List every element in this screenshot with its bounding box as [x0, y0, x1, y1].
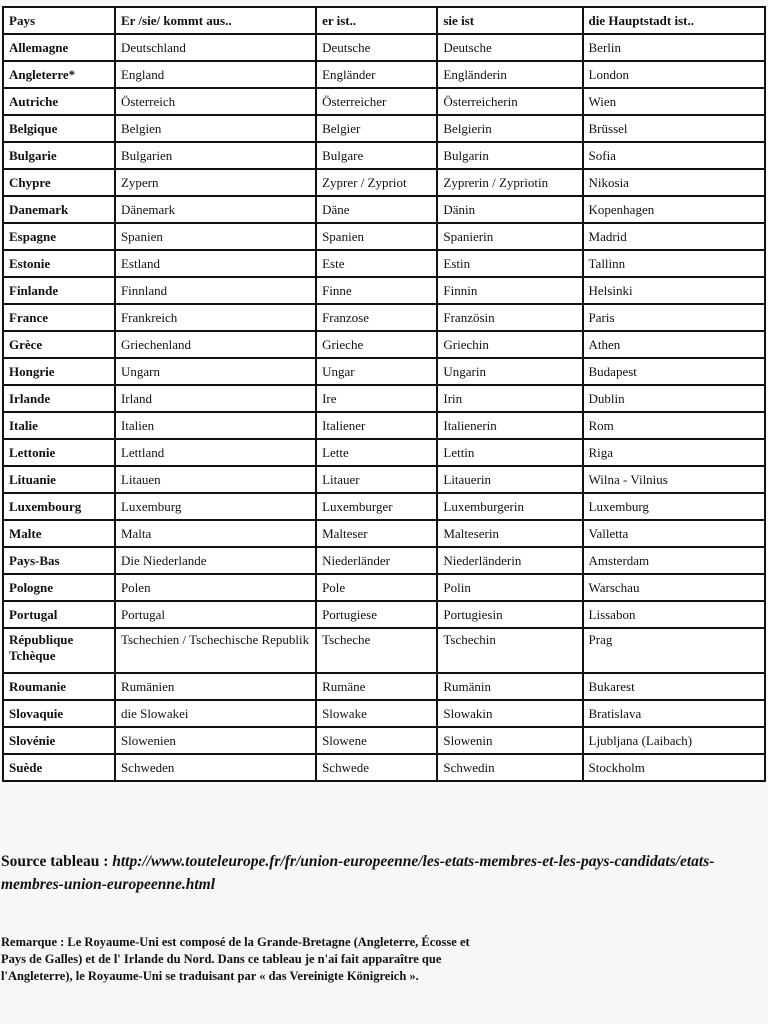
table-cell: Bratislava: [583, 700, 765, 727]
country-cell: Slovaquie: [3, 700, 115, 727]
table-cell: London: [583, 61, 765, 88]
table-row: [3, 304, 765, 331]
table-cell: Madrid: [583, 223, 765, 250]
table-cell: Luxemburgerin: [437, 493, 582, 520]
table-row: [3, 412, 765, 439]
table-cell: Französin: [437, 304, 582, 331]
countries-table: [2, 6, 766, 782]
table-cell: Slowakin: [437, 700, 582, 727]
table-cell: Dublin: [583, 385, 765, 412]
table-row: [3, 493, 765, 520]
table-body: [3, 34, 765, 781]
table-cell: Ungarn: [115, 358, 316, 385]
table-cell: Finnland: [115, 277, 316, 304]
country-cell: Suède: [3, 754, 115, 781]
table-cell: Lette: [316, 439, 437, 466]
table-cell: Rumänien: [115, 673, 316, 700]
table-cell: Franzose: [316, 304, 437, 331]
table-cell: Schwedin: [437, 754, 582, 781]
table-row: [3, 439, 765, 466]
table-cell: Österreicherin: [437, 88, 582, 115]
table-cell: Deutsche: [437, 34, 582, 61]
country-cell: Angleterre*: [3, 61, 115, 88]
table-cell: Slowenien: [115, 727, 316, 754]
table-cell: Riga: [583, 439, 765, 466]
table-cell: Italiener: [316, 412, 437, 439]
table-cell: Helsinki: [583, 277, 765, 304]
country-cell: Roumanie: [3, 673, 115, 700]
table-cell: Däne: [316, 196, 437, 223]
table-cell: Bulgarin: [437, 142, 582, 169]
table-row: [3, 574, 765, 601]
table-cell: Frankreich: [115, 304, 316, 331]
table-cell: Engländerin: [437, 61, 582, 88]
table-cell: Spanien: [316, 223, 437, 250]
table-cell: Bulgare: [316, 142, 437, 169]
table-cell: Niederländerin: [437, 547, 582, 574]
table-cell: Sofia: [583, 142, 765, 169]
table-row: [3, 88, 765, 115]
country-cell: Danemark: [3, 196, 115, 223]
table-cell: Luxemburger: [316, 493, 437, 520]
table-cell: Lettin: [437, 439, 582, 466]
table-cell: Deutsche: [316, 34, 437, 61]
table-cell: Pole: [316, 574, 437, 601]
table-cell: Schwede: [316, 754, 437, 781]
header-er-ist: er ist..: [316, 7, 437, 34]
country-cell: Estonie: [3, 250, 115, 277]
table-row: [3, 61, 765, 88]
table-cell: Stockholm: [583, 754, 765, 781]
country-cell: Hongrie: [3, 358, 115, 385]
table-cell: Portugal: [115, 601, 316, 628]
header-pays: Pays: [3, 7, 115, 34]
country-cell: Luxembourg: [3, 493, 115, 520]
table-cell: Irland: [115, 385, 316, 412]
country-cell: Slovénie: [3, 727, 115, 754]
table-cell: Litauer: [316, 466, 437, 493]
source-label: Source tableau :: [1, 853, 109, 870]
table-row: [3, 196, 765, 223]
table-row: [3, 223, 765, 250]
table-cell: Tallinn: [583, 250, 765, 277]
table-cell: Lettland: [115, 439, 316, 466]
table-row: [3, 628, 765, 673]
country-cell: Pologne: [3, 574, 115, 601]
table-cell: Irin: [437, 385, 582, 412]
table-cell: Warschau: [583, 574, 765, 601]
country-cell: Bulgarie: [3, 142, 115, 169]
country-cell: Malte: [3, 520, 115, 547]
table-cell: Finnin: [437, 277, 582, 304]
table-cell: Dänemark: [115, 196, 316, 223]
table-cell: Italienerin: [437, 412, 582, 439]
table-cell: Slowenin: [437, 727, 582, 754]
table-cell: Nikosia: [583, 169, 765, 196]
country-cell: Italie: [3, 412, 115, 439]
table-cell: Rumänin: [437, 673, 582, 700]
table-cell: Luxemburg: [583, 493, 765, 520]
table-cell: Malteserin: [437, 520, 582, 547]
table-row: [3, 673, 765, 700]
table-cell: Ungar: [316, 358, 437, 385]
country-cell: Pays-Bas: [3, 547, 115, 574]
table-cell: Este: [316, 250, 437, 277]
country-cell: Irlande: [3, 385, 115, 412]
table-cell: Engländer: [316, 61, 437, 88]
table-cell: Österreich: [115, 88, 316, 115]
table-row: [3, 115, 765, 142]
table-cell: Malteser: [316, 520, 437, 547]
table-cell: Tschechin: [437, 628, 582, 673]
table-row: [3, 466, 765, 493]
header-hauptstadt: die Hauptstadt ist..: [583, 7, 765, 34]
header-kommt-aus: Er /sie/ kommt aus..: [115, 7, 316, 34]
table-cell: Deutschland: [115, 34, 316, 61]
table-row: [3, 169, 765, 196]
table-cell: Paris: [583, 304, 765, 331]
table-cell: Portugiesin: [437, 601, 582, 628]
table-cell: Estland: [115, 250, 316, 277]
country-cell: France: [3, 304, 115, 331]
table-cell: Zypern: [115, 169, 316, 196]
country-cell: République Tchèque: [3, 628, 115, 673]
country-cell: Autriche: [3, 88, 115, 115]
table-cell: Berlin: [583, 34, 765, 61]
remark-note: Remarque : Le Royaume-Uni est composé de la Grande-Bretagne (Angleterre, Écosse et Pays de Galles) et de l' Irlande du Nord. Dans ce tableau je n'ai fait apparaître que l'Angleterre), le Royaume-Uni se traduisant par « das Vereinigte Königreich ».: [1, 935, 470, 983]
table-cell: Estin: [437, 250, 582, 277]
table-cell: Athen: [583, 331, 765, 358]
country-cell: Finlande: [3, 277, 115, 304]
country-cell: Lituanie: [3, 466, 115, 493]
table-cell: Dänin: [437, 196, 582, 223]
source-url[interactable]: http://www.touteleurope.fr/fr/union-europeenne/les-etats-membres-et-les-pays-candidats/etats-membres-union-europeenne.html: [1, 853, 715, 893]
table-cell: die Slowakei: [115, 700, 316, 727]
table-row: [3, 250, 765, 277]
table-cell: Polen: [115, 574, 316, 601]
table-cell: Belgierin: [437, 115, 582, 142]
table-cell: Spanien: [115, 223, 316, 250]
table-row: [3, 385, 765, 412]
table-cell: Valletta: [583, 520, 765, 547]
table-cell: Brüssel: [583, 115, 765, 142]
table-cell: Zyprerin / Zypriotin: [437, 169, 582, 196]
table-cell: Spanierin: [437, 223, 582, 250]
table-cell: Malta: [115, 520, 316, 547]
table-cell: Litauen: [115, 466, 316, 493]
table-cell: Slowake: [316, 700, 437, 727]
table-cell: Finne: [316, 277, 437, 304]
table-cell: Griechenland: [115, 331, 316, 358]
table-cell: Niederländer: [316, 547, 437, 574]
table-row: [3, 754, 765, 781]
table-cell: Wien: [583, 88, 765, 115]
table-row: [3, 331, 765, 358]
country-cell: Lettonie: [3, 439, 115, 466]
table-cell: Ungarin: [437, 358, 582, 385]
table-row: [3, 142, 765, 169]
country-cell: Chypre: [3, 169, 115, 196]
table-cell: Wilna - Vilnius: [583, 466, 765, 493]
table-row: [3, 520, 765, 547]
table-cell: Zyprer / Zypriot: [316, 169, 437, 196]
table-cell: Tschechien / Tschechische Republik: [115, 628, 316, 673]
table-cell: Belgien: [115, 115, 316, 142]
table-cell: Rumäne: [316, 673, 437, 700]
table-cell: Budapest: [583, 358, 765, 385]
country-cell: Grèce: [3, 331, 115, 358]
header-sie-ist: sie ist: [437, 7, 582, 34]
table-cell: Belgier: [316, 115, 437, 142]
table-row: [3, 727, 765, 754]
table-row: [3, 34, 765, 61]
table-cell: Kopenhagen: [583, 196, 765, 223]
table-row: [3, 700, 765, 727]
table-row: [3, 277, 765, 304]
table-cell: Österreicher: [316, 88, 437, 115]
table-cell: Grieche: [316, 331, 437, 358]
table-cell: Ljubljana (Laibach): [583, 727, 765, 754]
table-cell: Luxemburg: [115, 493, 316, 520]
table-row: [3, 358, 765, 385]
table-cell: Schweden: [115, 754, 316, 781]
table-cell: Tscheche: [316, 628, 437, 673]
table-cell: Ire: [316, 385, 437, 412]
table-row: [3, 601, 765, 628]
table-cell: Slowene: [316, 727, 437, 754]
table-cell: Polin: [437, 574, 582, 601]
table-cell: Die Niederlande: [115, 547, 316, 574]
table-cell: Prag: [583, 628, 765, 673]
country-cell: Belgique: [3, 115, 115, 142]
table-cell: Bukarest: [583, 673, 765, 700]
country-cell: Portugal: [3, 601, 115, 628]
table-cell: England: [115, 61, 316, 88]
table-header-row: [3, 7, 765, 34]
table-cell: Portugiese: [316, 601, 437, 628]
table-cell: Griechin: [437, 331, 582, 358]
table-cell: Rom: [583, 412, 765, 439]
country-cell: Allemagne: [3, 34, 115, 61]
country-cell: Espagne: [3, 223, 115, 250]
table-cell: Bulgarien: [115, 142, 316, 169]
table-row: [3, 547, 765, 574]
table-cell: Lissabon: [583, 601, 765, 628]
table-cell: Italien: [115, 412, 316, 439]
table-cell: Amsterdam: [583, 547, 765, 574]
table-cell: Litauerin: [437, 466, 582, 493]
source-note: [1, 850, 761, 896]
